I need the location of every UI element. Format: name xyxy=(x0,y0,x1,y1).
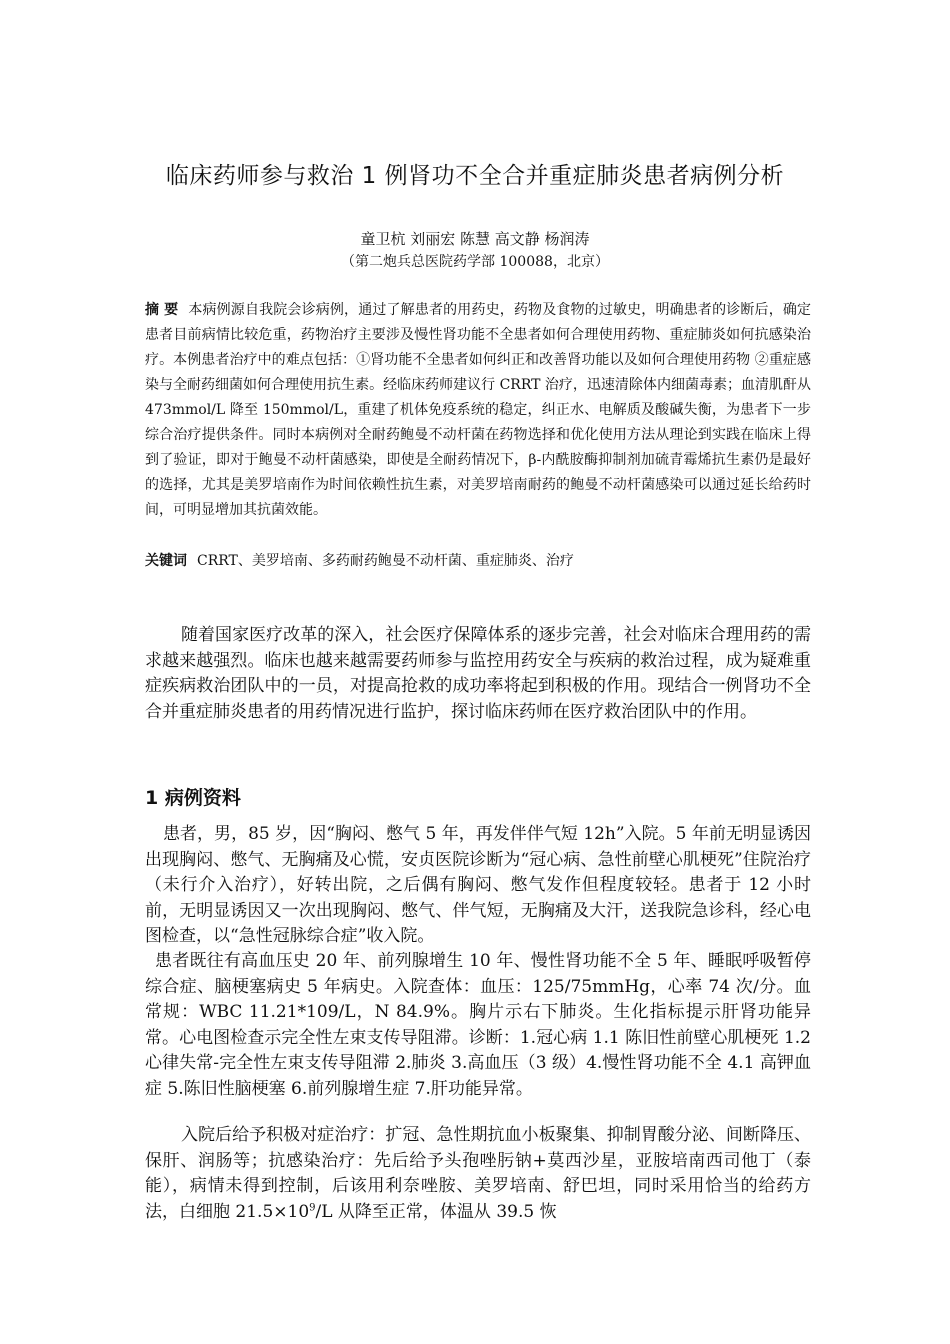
abstract-label: 摘 要 xyxy=(145,302,179,318)
case-paragraph-3 xyxy=(145,1123,811,1225)
abstract-text: 本病例源自我院会诊病例，通过了解患者的用药史，药物及食物的过敏史，明确患者的诊断后，确定患者目前病情比较危重，药物治疗主要涉及慢性肾功能不全患者如何合理使用药物、重症肺炎如何抗感染治疗。本例患者治疗中的难点包括：①肾功能不全患者如何纠正和改善肾功能以及如何合理使用药物 ②重症感染与全耐药细菌如何合理使用抗生素。经临床药师建议行 CRRT 治疗，迅速清除体内细菌毒素；血清肌酐从 473mmol/L 降至 150mmol/L，重建了机体免疫系统的稳定，纠正水、电解质及酸碱失衡，为患者下一步综合治疗提供条件。同时本病例对全耐药鲍曼不动杆菌在药物选择和优化使用方法从理论到实践在临床上得到了验证，即对于鲍曼不动杆菌感染，即使是全耐药情况下，β-内酰胺酶抑制剂加硫青霉烯抗生素仍是最好的选择，尤其是美罗培南作为时间依赖性抗生素，对美罗培南耐药的鲍曼不动杆菌感染可以通过延长给药时间，可明显增加其抗菌效能。 xyxy=(145,302,812,518)
author-list: 童卫杭 刘丽宏 陈慧 高文静 杨润涛 xyxy=(360,230,590,248)
paper-title: 临床药师参与救治 1 例肾功不全合并重症肺炎患者病例分析 xyxy=(165,163,785,189)
abstract xyxy=(145,298,811,523)
section-heading-case-data: 1 病例资料 xyxy=(145,787,241,809)
exponent: 9 xyxy=(309,1201,316,1213)
intro-paragraph: 随着国家医疗改革的深入，社会医疗保障体系的逐步完善，社会对临床合理用药的需求越来越强烈。临床也越来越需要药师参与监控用药安全与疾病的救治过程，成为疑难重症疾病救治团队中的一员，对提高抢救的成功率将起到积极的作用。现结合一例肾功不全合并重症肺炎患者的用药情况进行监护，探讨临床药师在医疗救治团队中的作用。 xyxy=(145,625,811,722)
author-affiliation: （第二炮兵总医院药学部 100088，北京） xyxy=(341,254,609,270)
case-paragraph-3-text-b: /L 从降至正常，体温从 39.5 恢 xyxy=(315,1201,557,1222)
case-paragraph-1: 患者，男，85 岁，因“胸闷、憋气 5 年，再发伴伴气短 12h”入院。5 年前无明显诱因出现胸闷、憋气、无胸痛及心慌，安贞医院诊断为“冠心病、急性前壁心肌梗死”住院治疗（未行介入治疗），好转出院，之后偶有胸闷、憋气发作但程度较轻。患者于 12 小时前，无明显诱因又一次出现胸闷、憋气、伴气短，无胸痛及大汗，送我院急诊科，经心电图检查，以“急性冠脉综合症”收入院。 xyxy=(145,824,811,946)
keywords xyxy=(145,550,811,572)
case-paragraph-2: 患者既往有高血压史 20 年、前列腺增生 10 年、慢性肾功能不全 5 年、睡眠呼吸暂停综合症、脑梗塞病史 5 年病史。入院查体：血压：125/75mmHg，心率 74 次/分。血常规：WBC 11.21*109/L，N 84.9%。胸片示右下肺炎。生化指标提示肝肾功能异常。心电图检查示完全性左束支传导阻滞。诊断：1.冠心病 1.1 陈旧性前壁心肌梗死 1.2 心律失常-完全性左束支传导阻滞 2.肺炎 3.高血压（3 级）4.慢性肾功能不全 4.1 高钾血症 5.陈旧性脑梗塞 6.前列腺增生症 7.肝功能异常。 xyxy=(145,951,811,1099)
keywords-label: 关键词 xyxy=(145,553,187,569)
keywords-text: CRRT、美罗培南、多药耐药鲍曼不动杆菌、重症肺炎、治疗 xyxy=(197,553,574,569)
case-paragraph-3-text-a: 入院后给予积极对症治疗：扩冠、急性期抗血小板聚集、抑制胃酸分泌、间断降压、保肝、润肠等；抗感染治疗：先后给予头孢唑肟钠+莫西沙星，亚胺培南西司他丁（泰能），病情未得到控制，后该用利奈唑胺、美罗培南、舒巴坦，同时采用恰当的给药方法，白细胞 21.5×10 xyxy=(145,1125,811,1222)
